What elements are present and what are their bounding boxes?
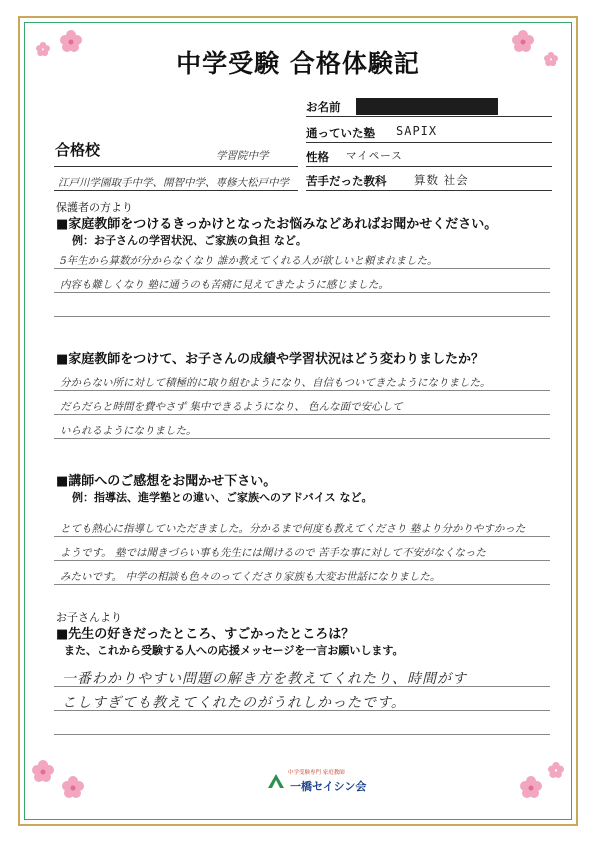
question-2: ■家庭教師をつけて、お子さんの成績や学習状況はどう変わりましたか？ <box>56 352 485 367</box>
answer-2-line-3: いられるようになりました。 <box>60 425 197 437</box>
answer-2-line-1: 分からない所に対して積極的に取り組むようになり、自信もついてきたようになりました。 <box>60 377 491 389</box>
question-3: ■講師へのご感想をお聞かせ下さい。 <box>56 474 277 489</box>
page-title: 中学受験 合格体験記 <box>176 49 420 78</box>
passed-line <box>54 166 298 167</box>
answer-1-line-1: 5年生から算数が分からなくなり 誰か教えてくれる人が欲しいと頼まれました。 <box>60 255 438 267</box>
redacted-name <box>356 98 498 115</box>
cram-school-value: SAPIX <box>396 124 438 138</box>
answer-3-line-2: ようです。 塾では聞きづらい事も先生には聞けるので 苦手な事に対して不安がなくなった <box>60 547 486 559</box>
flower-icon <box>32 760 54 782</box>
answer-2-line-2: だらだらと時間を費やさず 集中できるようになり、 色んな面で安心して <box>60 401 403 413</box>
child-question: ■先生の好きだったところ、すごかったところは？ <box>56 627 355 642</box>
answer-line <box>54 438 550 439</box>
weak-subject-row <box>306 170 552 191</box>
question-1-example: 例：お子さんの学習状況、ご家族の負担 など。 <box>72 234 307 247</box>
child-heading: お子さんより <box>56 611 122 624</box>
name-row <box>306 96 552 117</box>
answer-line <box>54 584 550 585</box>
question-1: ■家庭教師をつけるきっかけとなったお悩みなどあればお聞かせください。 <box>56 217 498 232</box>
answer-line <box>54 316 550 317</box>
passed-school-1: 学習院中学 <box>216 150 269 162</box>
flower-icon <box>62 776 84 798</box>
cram-school-label: 通っていた塾 <box>306 126 375 140</box>
question-3-example: 例：指導法、進学塾との違い、ご家族へのアドバイス など。 <box>72 491 373 504</box>
name-label: お名前 <box>306 100 341 114</box>
answer-3-line-3: みたいです。 中学の相談も色々のってくださり家族も大変お世話になりました。 <box>60 571 441 583</box>
child-answer-line-1: 一番わかりやすい問題の解き方を教えてくれたり、時間がす <box>62 671 467 687</box>
answer-line <box>54 414 550 415</box>
flower-icon <box>520 776 542 798</box>
answer-line <box>54 268 550 269</box>
personality-value: マイペース <box>346 150 403 162</box>
weak-subject-label: 苦手だった教科 <box>306 174 387 188</box>
logo-mark-icon <box>266 770 286 790</box>
answer-line <box>54 390 550 391</box>
answer-line <box>54 734 550 735</box>
cram-school-row <box>306 122 552 143</box>
logo-name: 一橋セイシン会 <box>290 780 367 793</box>
flower-icon <box>548 762 564 778</box>
passed-line <box>54 190 298 191</box>
passed-school-2: 江戸川学園取手中学、開智中学、専修大松戸中学 <box>58 177 289 189</box>
parents-heading: 保護者の方より <box>56 201 133 214</box>
weak-subject-value: 算数 社会 <box>414 173 469 187</box>
answer-1-line-2: 内容も難しくなり 塾に通うのも苦痛に見えてきたように感じました。 <box>60 279 389 291</box>
child-question-sub: また、これから受験する人への応援メッセージを一言お願いします。 <box>64 644 404 657</box>
answer-line <box>54 292 550 293</box>
company-logo <box>266 768 367 802</box>
logo-tagline: 中学受験専門 家庭教師 <box>288 770 345 776</box>
answer-3-line-1: とても熱心に指導していただきました。分かるまで何度も教えてくださり 塾より分かりやすかった <box>60 523 526 535</box>
passed-schools-label: 合格校 <box>55 141 101 159</box>
answer-line <box>54 560 550 561</box>
answer-line <box>54 536 550 537</box>
child-answer-line-2: こしすぎても教えてくれたのがうれしかったです。 <box>62 695 406 711</box>
personality-row <box>306 146 552 167</box>
personality-label: 性格 <box>306 150 329 164</box>
